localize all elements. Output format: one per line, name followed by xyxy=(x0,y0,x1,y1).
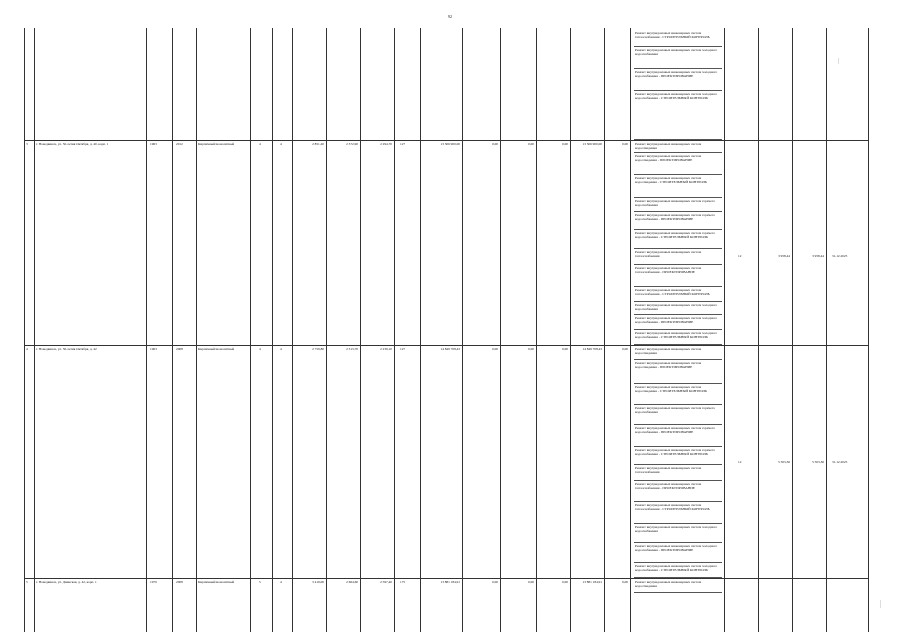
work-item: Ремонт внутридомовых инженерных систем теплоснабжения xyxy=(634,465,722,481)
address: г. Новодвинск, ул. Двинская, д. 42, корп. 1 xyxy=(36,580,97,584)
cost-owner: 13 881 184,91 xyxy=(582,580,602,584)
cost-col: 0,00 xyxy=(622,580,628,584)
table-border-left xyxy=(24,28,25,632)
year-built: 1970 xyxy=(150,580,157,584)
meta-cost-limit: 5 503,36 xyxy=(812,460,824,464)
col-divider xyxy=(272,28,273,632)
col-divider xyxy=(604,28,605,632)
cost-col: 0,00 xyxy=(562,142,568,146)
scan-speck xyxy=(838,58,839,64)
cost-col: 0,00 xyxy=(562,347,568,351)
work-item: Ремонт внутридомовых инженерных систем холодного водоснабжения xyxy=(634,47,722,69)
area-a: 2 372,90 xyxy=(346,142,358,146)
area-total: 3 419,00 xyxy=(312,580,324,584)
area-a: 2 313,70 xyxy=(346,347,358,351)
meta-cost: 5 503,36 xyxy=(778,460,790,464)
col-divider xyxy=(420,28,421,632)
work-item: Ремонт внутридомовых инженерных систем водоотведения xyxy=(634,346,722,360)
wall-material: Кирпичный/монолитный xyxy=(198,142,235,146)
work-item: Ремонт внутридомовых инженерных систем водоотведения - СТРОИТЕЛЬНЫЙ КОНТРОЛЬ xyxy=(634,384,722,405)
col-divider xyxy=(172,28,173,632)
work-item: Ремонт внутридомовых инженерных систем холодного водоснабжения - ПРОЕКТИРОВАНИЕ xyxy=(634,69,722,91)
work-item: Ремонт внутридомовых инженерных систем холодного водоснабжения - СТРОИТЕЛЬНЫЙ КОНТРОЛЬ xyxy=(634,91,722,140)
work-item: Ремонт внутридомовых инженерных систем горячего водоснабжения - ПРОЕКТИРОВАНИЕ xyxy=(634,425,722,447)
cost-col: 0,00 xyxy=(622,347,628,351)
work-item: Ремонт внутридомовых инженерных систем водоотведения - СТРОИТЕЛЬНЫЙ КОНТРОЛЬ xyxy=(634,175,722,198)
work-item: Ремонт внутридомовых инженерных систем горячего водоснабжения - СТРОИТЕЛЬНЫЙ КОНТРОЛЬ xyxy=(634,230,722,249)
area-a: 2 664,60 xyxy=(346,580,358,584)
year-built: 1963 xyxy=(150,347,157,351)
work-item: Ремонт внутридомовых инженерных систем теплоснабжения - СТРОИТЕЛЬНЫЙ КОНТРОЛЬ xyxy=(634,30,722,47)
work-item: Ремонт внутридомовых инженерных систем горячего водоснабжения xyxy=(634,405,722,425)
work-item: Ремонт внутридомовых инженерных систем горячего водоснабжения xyxy=(634,198,722,212)
address: г. Новодвинск, ул. 50-летия Октября, д. 42 xyxy=(36,347,97,351)
work-item: Ремонт внутридомовых инженерных систем теплоснабжения xyxy=(634,249,722,265)
row-number: 3 xyxy=(26,142,28,146)
row-number: 4 xyxy=(26,347,28,351)
work-item: Ремонт внутридомовых инженерных систем водоотведения xyxy=(634,141,722,153)
deadline-date: 31.12.2025 xyxy=(832,254,848,258)
col-divider xyxy=(196,28,197,632)
cost-col: 0,00 xyxy=(622,142,628,146)
residents: 127 xyxy=(400,142,406,146)
meta-cost-limit: 3 958,44 xyxy=(812,254,824,258)
cost-col: 0,00 xyxy=(492,347,498,351)
area-total: 2 851,20 xyxy=(312,142,324,146)
cost-col: 0,00 xyxy=(492,142,498,146)
col-divider xyxy=(724,28,725,632)
col-divider xyxy=(250,28,251,632)
floors: 5 xyxy=(259,580,261,584)
year-built: 1963 xyxy=(150,142,157,146)
row-separator xyxy=(24,578,868,579)
col-divider xyxy=(792,28,793,632)
wall-material: Кирпичный/монолитный xyxy=(198,580,235,584)
row-separator xyxy=(24,140,868,141)
work-item: Ремонт внутридомовых инженерных систем теплоснабжения - ПРОЕКТИРОВАНИЕ xyxy=(634,481,722,502)
work-item: Ремонт внутридомовых инженерных систем теплоснабжения - СТРОИТЕЛЬНЫЙ КОНТРОЛЬ xyxy=(634,502,722,524)
cost-owner: 14 849 708,43 xyxy=(582,347,602,351)
address: г. Новодвинск, ул. 50-летия Октября, д. 40, корп. 1 xyxy=(36,142,109,146)
work-item: Ремонт внутридомовых инженерных систем теплоснабжения - СТРОИТЕЛЬНЫЙ КОНТРОЛЬ xyxy=(634,287,722,302)
col-divider xyxy=(360,28,361,632)
col-divider xyxy=(630,28,631,632)
col-divider xyxy=(326,28,327,632)
cost-total: 13 881 184,91 xyxy=(440,580,460,584)
work-item: Ремонт внутридомовых инженерных систем холодного водоснабжения xyxy=(634,302,722,315)
work-item: Ремонт внутридомовых инженерных систем водоотведения - ПРОЕКТИРОВАНИЕ xyxy=(634,360,722,384)
col-divider xyxy=(462,28,463,632)
work-item: Ремонт внутридомовых инженерных систем горячего водоснабжения - ПРОЕКТИРОВАНИЕ xyxy=(634,212,722,230)
col-divider xyxy=(570,28,571,632)
table-border-right xyxy=(868,28,869,632)
work-item: Ремонт внутридомовых инженерных систем горячего водоснабжения - СТРОИТЕЛЬНЫЙ КОНТРОЛЬ xyxy=(634,447,722,465)
cost-owner: 13 306 900,00 xyxy=(582,142,602,146)
work-item: Ремонт внутридомовых инженерных систем теплоснабжения - ПРОЕКТИРОВАНИЕ xyxy=(634,265,722,287)
work-item: Ремонт внутридомовых инженерных систем холодного водоснабжения - СТРОИТЕЛЬНЫЙ КОНТРОЛЬ xyxy=(634,330,722,345)
row-number: 5 xyxy=(26,580,28,584)
col-divider xyxy=(292,28,293,632)
residents: 175 xyxy=(400,580,406,584)
work-item: Ремонт внутридомовых инженерных систем холодного водоснабжения - СТРОИТЕЛЬНЫЙ КОНТРОЛЬ xyxy=(634,563,722,578)
area-b: 2 294,70 xyxy=(380,142,392,146)
year-renovated: 2012 xyxy=(176,142,183,146)
work-item: Ремонт внутридомовых инженерных систем водоотведения - ПРОЕКТИРОВАНИЕ xyxy=(634,153,722,175)
col-divider xyxy=(146,28,147,632)
col-divider xyxy=(826,28,827,632)
cost-col: 0,00 xyxy=(492,580,498,584)
area-b: 2 597,40 xyxy=(380,580,392,584)
row-separator xyxy=(24,345,868,346)
wall-material: Кирпичный/монолитный xyxy=(198,347,235,351)
scan-speck xyxy=(880,600,881,608)
col-divider xyxy=(758,28,759,632)
meta-cost: 3 958,44 xyxy=(778,254,790,258)
floors: 4 xyxy=(259,142,261,146)
col-divider xyxy=(394,28,395,632)
meta-count: 12 xyxy=(738,254,742,258)
col-divider xyxy=(34,28,35,632)
entrances: 4 xyxy=(280,347,282,351)
entrances: 4 xyxy=(280,142,282,146)
floors: 4 xyxy=(259,347,261,351)
work-item: Ремонт внутридомовых инженерных систем холодного водоснабжения - ПРОЕКТИРОВАНИЕ xyxy=(634,315,722,330)
work-item: Ремонт внутридомовых инженерных систем водоотведения xyxy=(634,579,722,593)
page-number: 92 xyxy=(448,14,452,19)
work-item: Ремонт внутридомовых инженерных систем холодного водоснабжения xyxy=(634,524,722,543)
cost-col: 0,00 xyxy=(528,142,534,146)
deadline-date: 31.12.2025 xyxy=(832,460,848,464)
year-renovated: 2008 xyxy=(176,347,183,351)
cost-total: 13 306 900,00 xyxy=(440,142,460,146)
area-total: 2 759,80 xyxy=(312,347,324,351)
col-divider xyxy=(536,28,537,632)
area-b: 2 239,10 xyxy=(380,347,392,351)
entrances: 4 xyxy=(280,580,282,584)
cost-total: 14 849 708,43 xyxy=(440,347,460,351)
meta-count: 12 xyxy=(738,460,742,464)
cost-col: 0,00 xyxy=(562,580,568,584)
year-renovated: 2008 xyxy=(176,580,183,584)
work-item: Ремонт внутридомовых инженерных систем холодного водоснабжения - ПРОЕКТИРОВАНИЕ xyxy=(634,543,722,563)
cost-col: 0,00 xyxy=(528,347,534,351)
residents: 127 xyxy=(400,347,406,351)
cost-col: 0,00 xyxy=(528,580,534,584)
col-divider xyxy=(500,28,501,632)
